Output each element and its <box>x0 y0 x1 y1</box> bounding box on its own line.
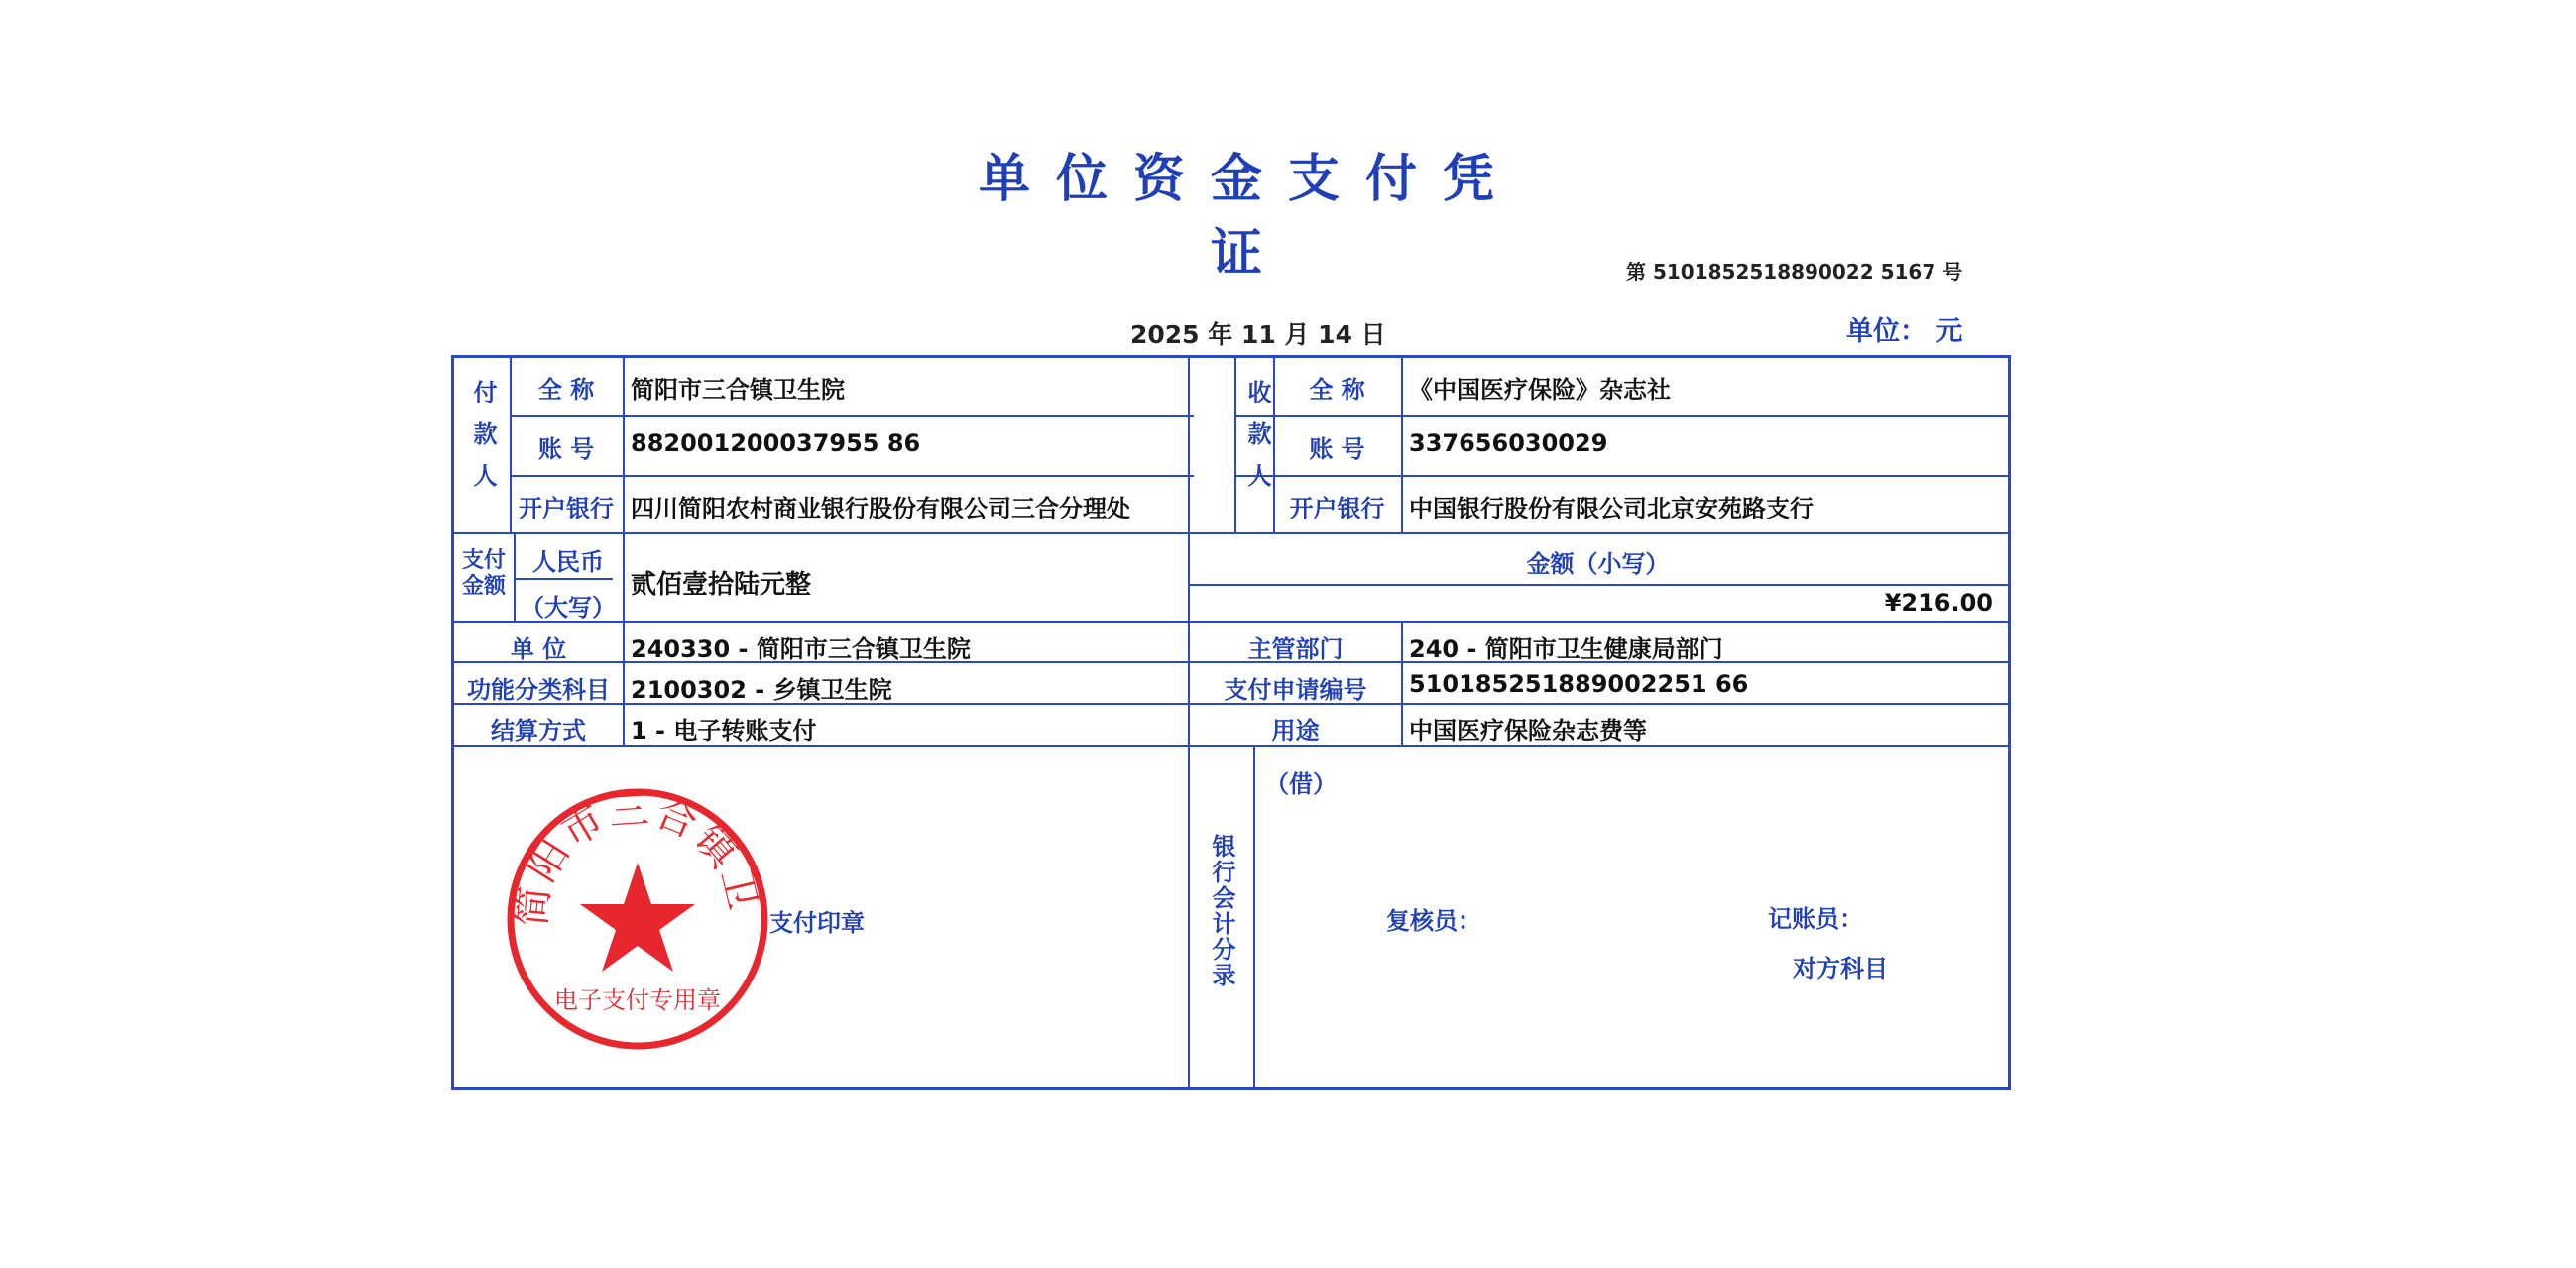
amount-lower: ¥216.00 <box>1884 589 1993 617</box>
settle-value: 1 - 电子转账支付 <box>631 717 817 745</box>
serial-number: 第 5101852518890022 5167 号 <box>1626 260 1963 284</box>
reviewer-label: 复核员： <box>1386 907 1481 935</box>
payer-account: 882001200037955 86 <box>631 429 921 457</box>
bookkeeper-label: 记账员： <box>1768 905 1863 933</box>
payee-account: 337656030029 <box>1409 429 1608 457</box>
payer-bank-label: 开户银行 <box>519 495 614 522</box>
star-icon <box>580 863 695 972</box>
apply-label: 支付申请编号 <box>1224 676 1367 704</box>
use-label: 用途 <box>1271 717 1320 745</box>
dept-value: 240 - 简阳市卫生健康局部门 <box>1409 635 1723 663</box>
currency-unit: 单位： 元 <box>1846 316 1963 347</box>
payee-account-label: 账 号 <box>1309 435 1365 463</box>
unit-label: 单 位 <box>510 635 567 663</box>
func-label: 功能分类科目 <box>467 676 610 704</box>
seal-label: 支付印章 <box>769 909 865 937</box>
payer-bank: 四川简阳农村商业银行股份有限公司三合分理处 <box>631 495 1130 522</box>
payment-stamp <box>504 785 771 1053</box>
payer-name-label: 全 称 <box>537 376 595 403</box>
amount-upper-label: （大写） <box>521 594 616 622</box>
payee-name: 《中国医疗保险》杂志社 <box>1409 376 1671 403</box>
payer-account-label: 账 号 <box>537 435 595 463</box>
unit-value: 240330 - 简阳市三合镇卫生院 <box>631 635 971 663</box>
payee-bank-label: 开户银行 <box>1289 495 1385 522</box>
settle-label: 结算方式 <box>491 717 586 745</box>
amount-upper: 贰佰壹拾陆元整 <box>631 570 812 600</box>
dept-label: 主管部门 <box>1247 635 1344 663</box>
payee-name-label: 全 称 <box>1309 376 1365 403</box>
debit-label: （借） <box>1265 770 1337 798</box>
stamp-ring-path: 简阳市三合镇卫 <box>509 786 766 929</box>
counter-account-label: 对方科目 <box>1793 955 1888 982</box>
payer-side-label: 付款人 <box>469 380 497 505</box>
amount-label: 支付金额 <box>461 548 506 599</box>
payee-bank: 中国银行股份有限公司北京安苑路支行 <box>1409 495 1814 522</box>
use-value: 中国医疗保险杂志费等 <box>1409 717 1647 745</box>
bank-entry-label: 银行会计分录 <box>1208 834 1235 988</box>
page-title: 单位资金支付凭证 <box>978 150 1520 284</box>
payee-side-label: 收款人 <box>1243 380 1271 505</box>
stamp-bottom-text: 电子支付专用章 <box>554 986 721 1014</box>
amount-lower-label: 金额（小写） <box>1526 550 1670 578</box>
payer-name: 简阳市三合镇卫生院 <box>631 376 845 403</box>
apply-value: 510185251889002251 66 <box>1409 670 1749 698</box>
func-value: 2100302 - 乡镇卫生院 <box>631 676 892 704</box>
amount-rmb-label: 人民币 <box>532 548 604 576</box>
voucher-date: 2025 年 11 月 14 日 <box>1130 320 1386 349</box>
